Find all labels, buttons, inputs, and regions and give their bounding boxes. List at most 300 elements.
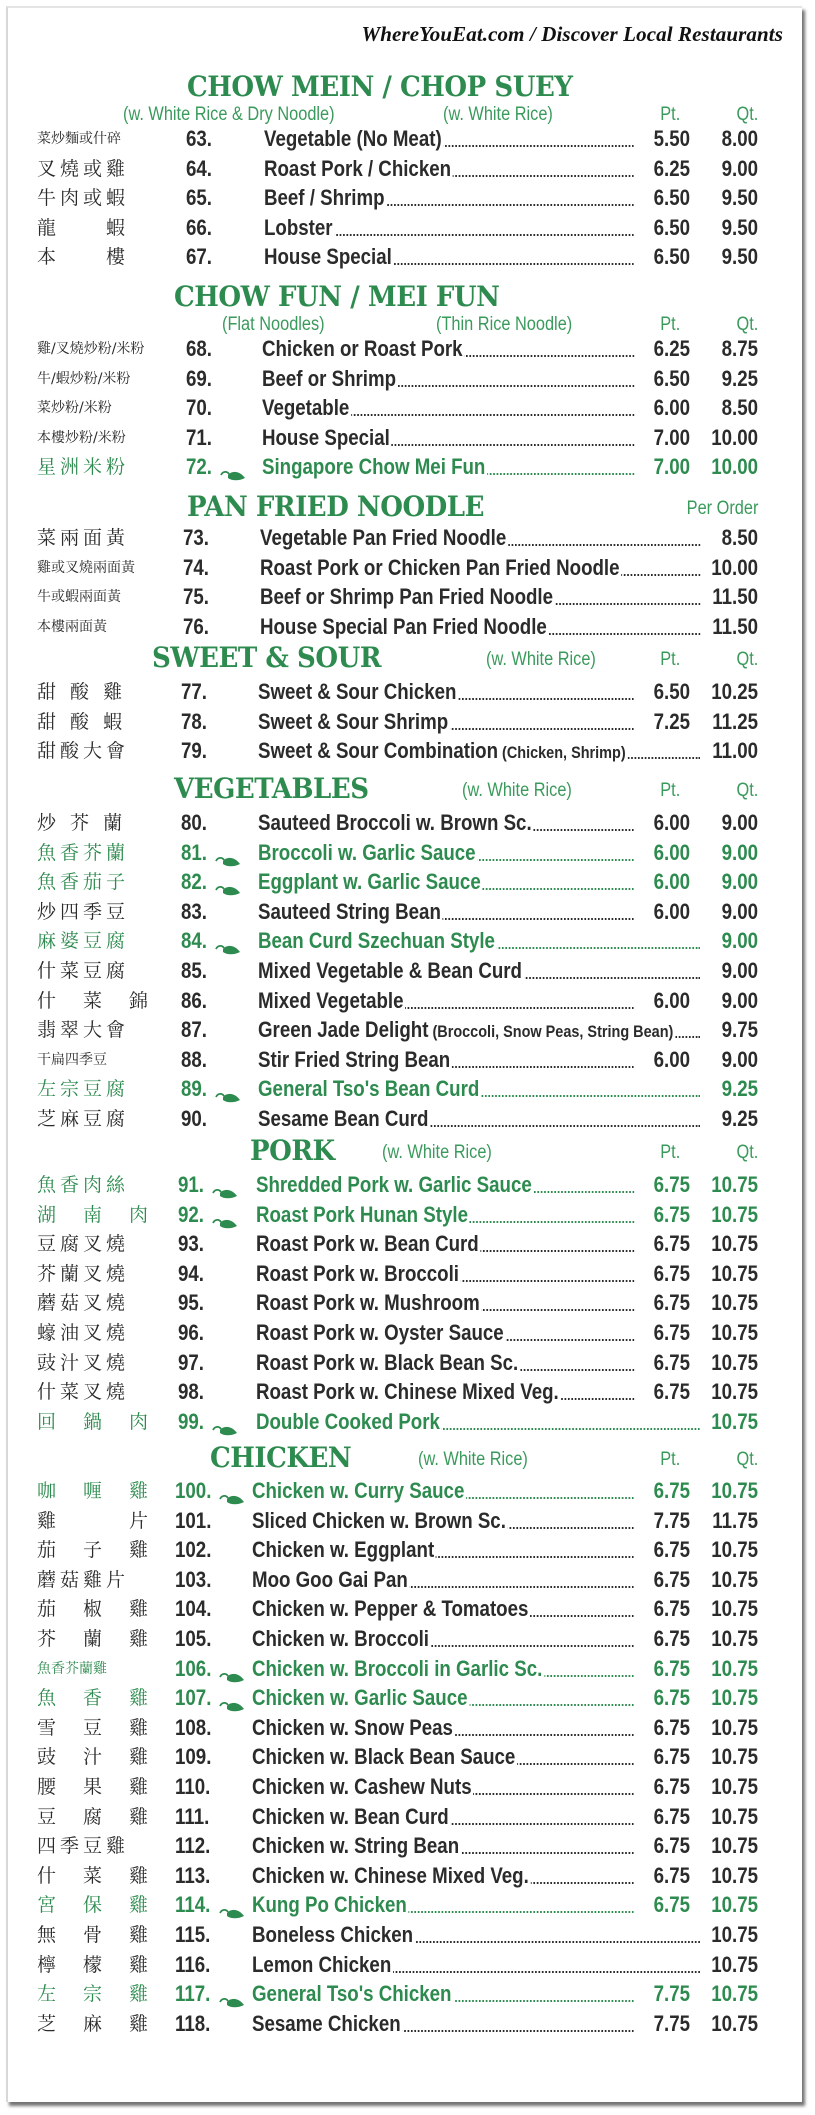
menu-item-row: [0, 154, 815, 184]
menu-item-row: [0, 1259, 815, 1289]
item-name[interactable]: [258, 707, 634, 737]
section-title: SWEET & SOUR: [152, 641, 382, 674]
section-note: (w. White Rice): [418, 1449, 528, 1470]
chinese-name: 雪 豆 雞: [37, 1716, 153, 1739]
item-name[interactable]: [258, 897, 634, 927]
price-quart: 10.75: [711, 2010, 758, 2036]
price-quart: 10.75: [711, 1596, 758, 1622]
menu-item-row: [0, 213, 815, 243]
section-note-secondary: (Thin Rice Noodle): [436, 314, 573, 335]
chinese-name: 回 鍋 肉: [37, 1410, 153, 1433]
price-pint: 6.75: [653, 1626, 690, 1651]
item-name[interactable]: [252, 1861, 634, 1891]
item-name[interactable]: [258, 956, 700, 986]
item-name-text: Bean Curd Szechuan Style: [258, 928, 495, 954]
price-pint: 6.75: [653, 1379, 690, 1405]
hot-pepper-icon: [219, 1899, 245, 1913]
item-name-text: General Tso's Bean Curd: [258, 1076, 480, 1102]
item-name[interactable]: [260, 582, 700, 612]
price-quart: 9.50: [721, 244, 758, 270]
menu-item-row: [0, 2009, 815, 2039]
chinese-name: 芥蘭叉燒: [37, 1262, 130, 1285]
chinese-name: 翡翠大會: [37, 1019, 130, 1042]
item-name[interactable]: [256, 1170, 634, 1200]
item-name[interactable]: [260, 612, 700, 642]
item-name[interactable]: [256, 1377, 634, 1407]
item-number: 75.: [183, 584, 210, 610]
chinese-name: 腰 果 雞: [37, 1776, 153, 1798]
item-number: 97.: [178, 1349, 205, 1375]
column-header-pint: Pt.: [660, 649, 680, 670]
section-title: CHOW FUN / MEI FUN: [174, 280, 500, 313]
item-number: 103.: [175, 1566, 212, 1592]
chinese-name: 菜炒粉/米粉: [37, 400, 112, 417]
item-name[interactable]: [264, 154, 634, 184]
item-name[interactable]: [256, 1348, 634, 1378]
price-pint: 7.00: [653, 454, 690, 480]
column-header-per-order: Per Order: [686, 498, 758, 519]
item-name[interactable]: [252, 1565, 634, 1595]
item-name[interactable]: [258, 1074, 700, 1104]
menu-item-row: [0, 1654, 815, 1684]
item-name[interactable]: [264, 124, 634, 154]
chinese-name: 菜炒麵或什碎: [37, 131, 121, 147]
column-header-pint: Pt.: [660, 780, 680, 801]
menu-item-row: [0, 242, 815, 272]
item-name[interactable]: [258, 1045, 634, 1075]
item-name[interactable]: [252, 1476, 634, 1506]
chinese-name: 湖 南 肉: [37, 1203, 153, 1226]
hot-pepper-icon: [220, 461, 246, 475]
item-name-text: Singapore Chow Mei Fun: [262, 454, 486, 480]
menu-item-row: [0, 1407, 815, 1437]
hot-pepper-icon: [219, 1988, 245, 2002]
price-pint: 6.75: [653, 1201, 690, 1227]
menu-item-row: [0, 1831, 815, 1861]
chinese-name: 雞/叉燒炒粉/米粉: [37, 341, 145, 357]
item-number: 79.: [181, 738, 208, 764]
price-pint: 6.00: [653, 810, 690, 835]
item-name[interactable]: [256, 1407, 700, 1437]
menu-item-row: [0, 1979, 815, 2009]
chinese-name: 炒 芥 蘭: [37, 812, 127, 834]
item-name[interactable]: [252, 1683, 634, 1713]
section-note: (w. White Rice): [486, 649, 596, 670]
price-pint: 7.75: [653, 1507, 690, 1533]
price-per-order: 11.50: [712, 613, 758, 639]
item-number: 114.: [175, 1892, 211, 1918]
item-name[interactable]: [262, 334, 634, 364]
chinese-name: 魚香肉絲: [37, 1174, 130, 1196]
menu-item-row: [0, 393, 815, 423]
menu-item-row: [0, 1861, 815, 1891]
chinese-name: 甜 酸 雞: [37, 681, 127, 703]
chinese-name: 豉 汁 雞: [37, 1746, 153, 1769]
chinese-name: 干扁四季豆: [37, 1051, 107, 1068]
chinese-name: 什 菜 雞: [37, 1864, 153, 1887]
item-number: 91.: [178, 1172, 205, 1197]
item-name-text: Sauteed Broccoli w. Brown Sc.: [258, 810, 532, 835]
chinese-name: 豉汁叉燒: [37, 1351, 130, 1374]
chinese-name: 豆 腐 雞: [37, 1805, 153, 1828]
chinese-name: 星洲米粉: [37, 456, 130, 479]
chinese-name: 甜酸大會: [37, 740, 130, 763]
item-name[interactable]: [252, 2009, 634, 2039]
chinese-name: 咖 喱 雞: [37, 1480, 153, 1502]
price-pint: 6.50: [653, 244, 690, 270]
price-quart: 10.75: [711, 1833, 758, 1859]
menu-item-row: [0, 1288, 815, 1318]
item-name[interactable]: [258, 808, 634, 838]
item-name[interactable]: [258, 1104, 700, 1134]
price-pint: 6.75: [653, 1685, 690, 1711]
item-name[interactable]: [252, 1506, 634, 1536]
chinese-name: 蘑菇叉燒: [37, 1292, 130, 1315]
menu-item-row: [0, 612, 815, 642]
item-name-text: House Special: [262, 424, 390, 450]
price-quart: 10.75: [711, 1260, 758, 1286]
chinese-name: 檸 檬 雞: [37, 1953, 153, 1976]
menu-item-row: [0, 1200, 815, 1230]
item-name[interactable]: [262, 452, 634, 482]
item-number: 80.: [181, 810, 208, 835]
item-number: 65.: [186, 185, 213, 211]
price-pint: 6.00: [653, 1046, 690, 1072]
item-number: 77.: [181, 679, 208, 704]
price-pint: 6.75: [653, 1833, 690, 1859]
menu-item-row: [0, 1920, 815, 1950]
chinese-name: 蘑菇雞片: [37, 1568, 130, 1591]
column-header-pint: Pt.: [660, 104, 680, 125]
menu-item-row: [0, 1742, 815, 1772]
price-quart: 9.00: [721, 1046, 758, 1072]
menu-item-row: [0, 1377, 815, 1407]
price-quart: 9.50: [721, 185, 758, 211]
price-pint: 6.75: [653, 1596, 690, 1622]
chinese-name: 茄 子 雞: [37, 1539, 153, 1562]
item-name[interactable]: [256, 1200, 634, 1230]
item-name[interactable]: [252, 1742, 634, 1772]
item-number: 64.: [186, 155, 213, 181]
item-name-text: Vegetable (No Meat): [264, 126, 442, 151]
item-name[interactable]: [262, 364, 634, 394]
item-name[interactable]: [252, 1654, 634, 1684]
item-name[interactable]: [258, 867, 634, 897]
price-quart: 10.75: [711, 1379, 758, 1405]
column-header-pint: Pt.: [660, 1449, 680, 1470]
item-number: 99.: [178, 1408, 205, 1434]
price-pint: 6.00: [653, 869, 690, 895]
menu-item-row: [0, 1045, 815, 1075]
item-number: 85.: [181, 958, 208, 983]
section-note: (w. White Rice & Dry Noodle): [123, 104, 335, 125]
menu-item-row: [0, 1229, 815, 1259]
item-name-text: General Tso's Chicken: [252, 1981, 452, 2007]
item-number: 63.: [186, 126, 213, 151]
item-number: 116.: [175, 1951, 211, 1977]
item-name-text: Roast Pork w. Bean Curd: [256, 1231, 479, 1257]
price-quart: 10.75: [711, 1892, 758, 1918]
hot-pepper-icon: [215, 876, 241, 890]
item-number: 100.: [175, 1478, 212, 1503]
item-number: 74.: [183, 554, 210, 580]
price-quart: 10.75: [711, 1566, 758, 1592]
item-name[interactable]: [252, 1831, 634, 1861]
chinese-name: 四季豆雞: [37, 1835, 130, 1858]
item-name[interactable]: [264, 242, 634, 272]
menu-item-row: [0, 1104, 815, 1134]
chinese-name: 甜 酸 蝦: [37, 710, 127, 733]
price-pint: 6.75: [653, 1714, 690, 1740]
menu-item-row: [0, 808, 815, 838]
menu-item-row: [0, 1074, 815, 1104]
hot-pepper-icon: [212, 1416, 238, 1430]
price-pint: 6.75: [653, 1231, 690, 1257]
section-note: (Flat Noodles): [222, 314, 325, 335]
item-name-text: Beef or Shrimp Pan Fried Noodle: [260, 584, 554, 610]
item-name[interactable]: [258, 926, 700, 956]
item-number: 117.: [175, 1981, 211, 2007]
price-per-order: 11.50: [712, 584, 758, 610]
item-name[interactable]: [262, 393, 634, 423]
chinese-name: 什菜叉燒: [37, 1381, 130, 1404]
item-description: (Chicken, Shrimp): [498, 743, 626, 763]
item-number: 102.: [175, 1537, 212, 1563]
item-name[interactable]: [258, 838, 634, 868]
item-name[interactable]: [264, 183, 634, 213]
price-quart: 10.75: [711, 1172, 758, 1197]
menu-item-row: [0, 677, 815, 707]
item-number: 69.: [186, 365, 213, 391]
item-name[interactable]: [252, 1594, 634, 1624]
item-name[interactable]: [252, 1772, 634, 1802]
item-number: 84.: [181, 928, 208, 954]
price-quart: 10.00: [711, 454, 758, 480]
item-name-text: Chicken w. Bean Curd: [252, 1803, 449, 1829]
item-name[interactable]: [258, 986, 634, 1016]
menu-item-row: [0, 1713, 815, 1743]
price-quart: 9.00: [721, 958, 758, 983]
item-number: 92.: [178, 1201, 205, 1227]
item-name-text: Chicken w. Pepper & Tomatoes: [252, 1596, 529, 1622]
chinese-name: 左宗豆腐: [37, 1078, 130, 1101]
price-pint: 6.00: [653, 395, 690, 421]
menu-item-row: [0, 1890, 815, 1920]
item-name-text: Shredded Pork w. Garlic Sauce: [256, 1172, 532, 1197]
chinese-name: 炒四季豆: [37, 900, 130, 923]
item-number: 104.: [175, 1596, 212, 1622]
chinese-name: 魚香茄子: [37, 871, 130, 894]
item-number: 108.: [175, 1714, 212, 1740]
price-pint: 6.25: [653, 336, 690, 361]
item-name-text: Chicken w. Cashew Nuts: [252, 1774, 472, 1799]
item-name[interactable]: [258, 1015, 700, 1045]
item-name-text: Roast Pork w. Chinese Mixed Veg.: [256, 1379, 559, 1405]
column-header-pint: Pt.: [660, 314, 680, 335]
item-name-text: Sweet & Sour Chicken: [258, 679, 457, 704]
item-number: 95.: [178, 1290, 205, 1316]
item-name-text: Boneless Chicken: [252, 1922, 414, 1947]
item-name[interactable]: [252, 1950, 700, 1980]
price-quart: 10.75: [711, 1626, 758, 1651]
menu-item-row: [0, 1594, 815, 1624]
menu-item-row: [0, 124, 815, 154]
price-per-order: 8.50: [721, 525, 758, 550]
price-pint: 6.75: [653, 1862, 690, 1888]
item-name[interactable]: [260, 553, 700, 583]
item-name-text: Broccoli w. Garlic Sauce: [258, 839, 476, 865]
item-name-text: Beef or Shrimp: [262, 365, 397, 391]
menu-item-row: [0, 423, 815, 453]
item-name-text: Sesame Bean Curd: [258, 1106, 429, 1131]
item-name-text: Sliced Chicken w. Brown Sc.: [252, 1507, 506, 1533]
item-name[interactable]: [256, 1288, 634, 1318]
item-number: 98.: [178, 1379, 205, 1405]
item-number: 72.: [186, 454, 213, 480]
item-name[interactable]: [252, 1890, 634, 1920]
chinese-name: 茄 椒 雞: [37, 1598, 153, 1621]
chinese-name: 牛或蝦兩面黃: [37, 589, 121, 606]
menu-item-row: [0, 582, 815, 612]
price-pint: 5.50: [653, 126, 690, 151]
item-name-text: Kung Po Chicken: [252, 1892, 407, 1918]
item-name-text: Sweet & Sour Shrimp: [258, 708, 449, 734]
item-name-text: Chicken w. Broccoli in Garlic Sc.: [252, 1655, 543, 1681]
hot-pepper-icon: [215, 1083, 241, 1097]
item-name-text: Chicken w. Broccoli: [252, 1626, 430, 1651]
chinese-name: 無 骨 雞: [37, 1924, 153, 1946]
item-name[interactable]: [252, 1713, 634, 1743]
price-pint: 7.75: [653, 1981, 690, 2007]
section-title: PORK: [250, 1134, 335, 1167]
item-number: 89.: [181, 1076, 208, 1102]
price-quart: 10.75: [711, 1320, 758, 1345]
item-name-text: House Special Pan Fried Noodle: [260, 613, 547, 639]
item-name[interactable]: [258, 677, 634, 707]
item-number: 110.: [175, 1774, 211, 1799]
price-quart: 11.25: [712, 708, 758, 734]
price-pint: 6.75: [653, 1478, 690, 1503]
item-name-text: Sauteed String Bean: [258, 898, 441, 924]
price-quart: 10.75: [711, 1951, 758, 1977]
price-quart: 10.25: [711, 679, 758, 704]
price-quart: 10.75: [711, 1685, 758, 1711]
price-quart: 8.75: [721, 336, 758, 361]
menu-item-row: [0, 707, 815, 737]
item-name[interactable]: [264, 213, 634, 243]
item-number: 105.: [175, 1626, 212, 1651]
menu-item-row: [0, 334, 815, 364]
chinese-name: 本樓炒粉/米粉: [37, 429, 126, 446]
price-pint: 6.75: [653, 1537, 690, 1563]
site-header: WhereYouEat.com / Discover Local Restaurants: [361, 22, 783, 46]
menu-item-row: [0, 1170, 815, 1200]
price-quart: 10.75: [711, 1774, 758, 1799]
price-quart: 8.00: [721, 126, 758, 151]
price-pint: 6.75: [653, 1172, 690, 1197]
price-quart: 10.75: [711, 1803, 758, 1829]
price-quart: 10.75: [711, 1922, 758, 1947]
menu-item-row: [0, 452, 815, 482]
item-name-text: Vegetable: [262, 395, 350, 421]
price-quart: 10.75: [711, 1478, 758, 1503]
hot-pepper-icon: [219, 1663, 245, 1677]
price-pint: 6.00: [653, 898, 690, 924]
price-pint: 6.75: [653, 1349, 690, 1375]
item-name[interactable]: [262, 423, 634, 453]
menu-item-row: [0, 1318, 815, 1348]
item-name[interactable]: [252, 1802, 634, 1832]
item-number: 109.: [175, 1744, 212, 1770]
menu-item-row: [0, 926, 815, 956]
chinese-name: 什菜豆腐: [37, 960, 130, 982]
menu-item-row: [0, 1348, 815, 1378]
item-name[interactable]: [256, 1259, 634, 1289]
hot-pepper-icon: [212, 1209, 238, 1223]
price-quart: 9.00: [721, 928, 758, 954]
price-quart: 9.00: [721, 155, 758, 181]
price-quart: 10.75: [711, 1201, 758, 1227]
item-name[interactable]: [256, 1318, 634, 1348]
chinese-name: 龍 蝦: [37, 216, 130, 239]
price-quart: 10.75: [711, 1714, 758, 1740]
item-number: 90.: [181, 1106, 208, 1131]
section-title: PAN FRIED NOODLE: [187, 490, 485, 523]
item-name[interactable]: [252, 1920, 700, 1950]
price-pint: 6.00: [653, 987, 690, 1013]
item-name-text: Mixed Vegetable & Bean Curd: [258, 958, 522, 983]
hot-pepper-icon: [215, 847, 241, 861]
price-quart: 9.50: [721, 214, 758, 240]
item-number: 94.: [178, 1260, 205, 1286]
price-pint: 7.25: [653, 708, 690, 734]
chinese-name: 魚香芥蘭雞: [37, 1660, 107, 1677]
menu-item-row: [0, 183, 815, 213]
item-number: 73.: [183, 525, 210, 550]
price-pint: 6.75: [653, 1260, 690, 1286]
menu-item-row: [0, 1624, 815, 1654]
item-name-text: Sesame Chicken: [252, 2010, 401, 2036]
price-pint: 6.75: [653, 1290, 690, 1316]
column-header-quart: Qt.: [736, 1142, 758, 1163]
menu-item-row: [0, 1476, 815, 1506]
price-quart: 10.75: [711, 1231, 758, 1257]
price-quart: 8.50: [721, 395, 758, 421]
menu-item-row: [0, 1772, 815, 1802]
item-name[interactable]: [252, 1979, 634, 2009]
item-number: 88.: [181, 1046, 208, 1072]
item-name[interactable]: [252, 1535, 634, 1565]
item-name[interactable]: [252, 1624, 634, 1654]
column-header-quart: Qt.: [736, 314, 758, 335]
menu-item-row: [0, 736, 815, 766]
menu-item-row: [0, 838, 815, 868]
item-name-text: Roast Pork w. Black Bean Sc.: [256, 1349, 519, 1375]
item-number: 70.: [186, 395, 213, 421]
section-title: CHICKEN: [210, 1441, 352, 1474]
item-name[interactable]: [256, 1229, 634, 1259]
item-number: 93.: [178, 1231, 205, 1257]
price-quart: 9.00: [721, 810, 758, 835]
chinese-name: 蠔油叉燒: [37, 1322, 130, 1344]
item-name[interactable]: [258, 736, 700, 766]
item-number: 71.: [186, 424, 213, 450]
price-pint: 6.25: [653, 155, 690, 181]
chinese-name: 雞或叉燒兩面黃: [37, 559, 135, 576]
price-quart: 10.75: [711, 1408, 758, 1434]
price-pint: 6.50: [653, 214, 690, 240]
item-name[interactable]: [260, 523, 700, 553]
